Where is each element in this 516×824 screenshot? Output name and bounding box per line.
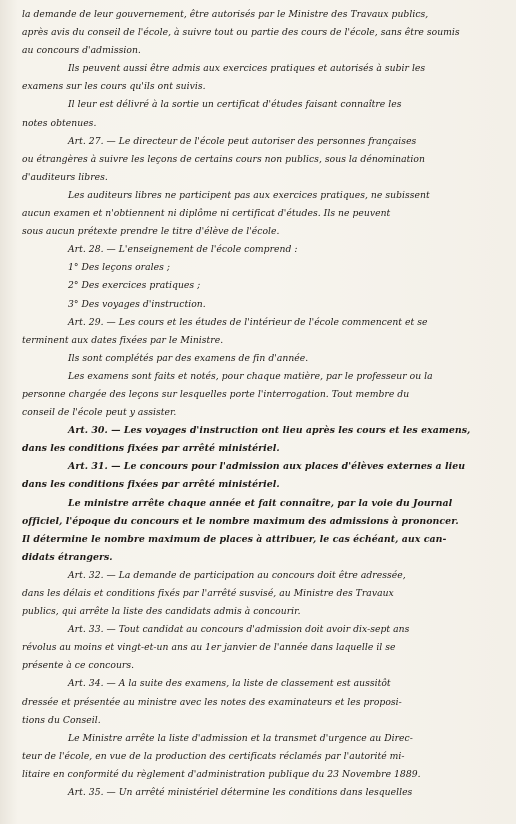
- manuscript-line: 3° Des voyages d'instruction.: [68, 298, 206, 310]
- manuscript-line: sous aucun prétexte prendre le titre d'élève de l'école.: [22, 226, 280, 238]
- manuscript-line: officiel, l'époque du concours et le nombre maximum des admissions à prononcer.: [22, 515, 459, 527]
- manuscript-line: révolus au moins et vingt-et-un ans au 1er janvier de l'année dans laquelle il se: [22, 642, 396, 654]
- manuscript-line: Ils sont complétés par des examens de fin d'année.: [68, 352, 309, 364]
- manuscript-line: litaire en conformité du règlement d'administration publique du 23 Novembre 1889.: [22, 768, 421, 780]
- manuscript-line: Ils peuvent aussi être admis aux exercices pratiques et autorisés à subir les: [68, 63, 426, 75]
- manuscript-line: examens sur les cours qu'ils ont suivis.: [22, 81, 206, 93]
- manuscript-line: la demande de leur gouvernement, être autorisés par le Ministre des Travaux publics,: [22, 9, 429, 20]
- manuscript-line: au concours d'admission.: [22, 45, 141, 57]
- manuscript-line: Le ministre arrête chaque année et fait connaître, par la voie du Journal: [68, 497, 453, 509]
- manuscript-line: Art. 29. — Les cours et les études de l'intérieur de l'école commencent et se: [68, 316, 428, 328]
- manuscript-line: Les auditeurs libres ne participent pas aux exercices pratiques, ne subissent: [68, 189, 430, 201]
- manuscript-line: 2° Des exercices pratiques ;: [68, 280, 201, 292]
- manuscript-line: aucun examen et n'obtiennent ni diplôme ni certificat d'études. Ils ne peuvent: [22, 208, 391, 220]
- manuscript-line: Art. 33. — Tout candidat au concours d'admission doit avoir dix-sept ans: [68, 624, 410, 636]
- manuscript-line: après avis du conseil de l'école, à suivre tout ou partie des cours de l'école, sans être soumis: [22, 27, 460, 39]
- manuscript-line: ou étrangères à suivre les leçons de certains cours non publics, sous la dénomination: [22, 153, 425, 165]
- manuscript-line: dans les conditions fixées par arrêté ministériel.: [22, 479, 280, 491]
- manuscript-line: Art. 35. — Un arrêté ministériel détermine les conditions dans lesquelles: [68, 787, 413, 799]
- manuscript-line: publics, qui arrête la liste des candidats admis à concourir.: [22, 606, 301, 618]
- manuscript-line: Art. 27. — Le directeur de l'école peut autoriser des personnes françaises: [68, 135, 417, 147]
- manuscript-line: dressée et présentée au ministre avec les notes des examinateurs et les proposi-: [22, 696, 402, 708]
- manuscript-line: Il détermine le nombre maximum de places à attribuer, le cas échéant, aux can-: [22, 533, 447, 545]
- manuscript-line: Art. 28. — L'enseignement de l'école comprend :: [68, 244, 298, 256]
- manuscript-line: dans les conditions fixées par arrêté ministériel.: [22, 443, 280, 455]
- manuscript-line: tions du Conseil.: [22, 714, 101, 726]
- manuscript-text: [22, 6, 502, 802]
- manuscript-line: Art. 34. — A la suite des examens, la liste de classement est aussitôt: [68, 678, 391, 690]
- manuscript-line: d'auditeurs libres.: [22, 171, 108, 183]
- manuscript-line: Il leur est délivré à la sortie un certificat d'études faisant connaître les: [68, 99, 402, 111]
- manuscript-line: conseil de l'école peut y assister.: [22, 407, 177, 419]
- manuscript-line: Art. 32. — La demande de participation au concours doit être adressée,: [68, 569, 406, 581]
- manuscript-line: dans les délais et conditions fixés par l'arrêté susvisé, au Ministre des Travaux: [22, 588, 394, 599]
- manuscript-line: notes obtenues.: [22, 117, 97, 129]
- manuscript-line: présente à ce concours.: [22, 660, 135, 672]
- manuscript-line: Le Ministre arrête la liste d'admission et la transmet d'urgence au Direc-: [68, 732, 413, 744]
- manuscript-line: Les examens sont faits et notés, pour chaque matière, par le professeur ou la: [68, 370, 433, 382]
- manuscript-line: didats étrangers.: [22, 551, 113, 563]
- manuscript-line: 1° Des leçons orales ;: [68, 262, 171, 274]
- manuscript-line: Art. 31. — Le concours pour l'admission aux places d'élèves externes a lieu: [68, 461, 466, 473]
- manuscript-line: personne chargée des leçons sur lesquelles porte l'interrogation. Tout membre du: [22, 388, 410, 400]
- manuscript-line: Art. 30. — Les voyages d'instruction ont lieu après les cours et les examens,: [68, 425, 471, 437]
- manuscript-line: terminent aux dates fixées par le Ministre.: [22, 334, 224, 346]
- manuscript-line: teur de l'école, en vue de la production des certificats réclamés par l'autorité mi-: [22, 750, 405, 762]
